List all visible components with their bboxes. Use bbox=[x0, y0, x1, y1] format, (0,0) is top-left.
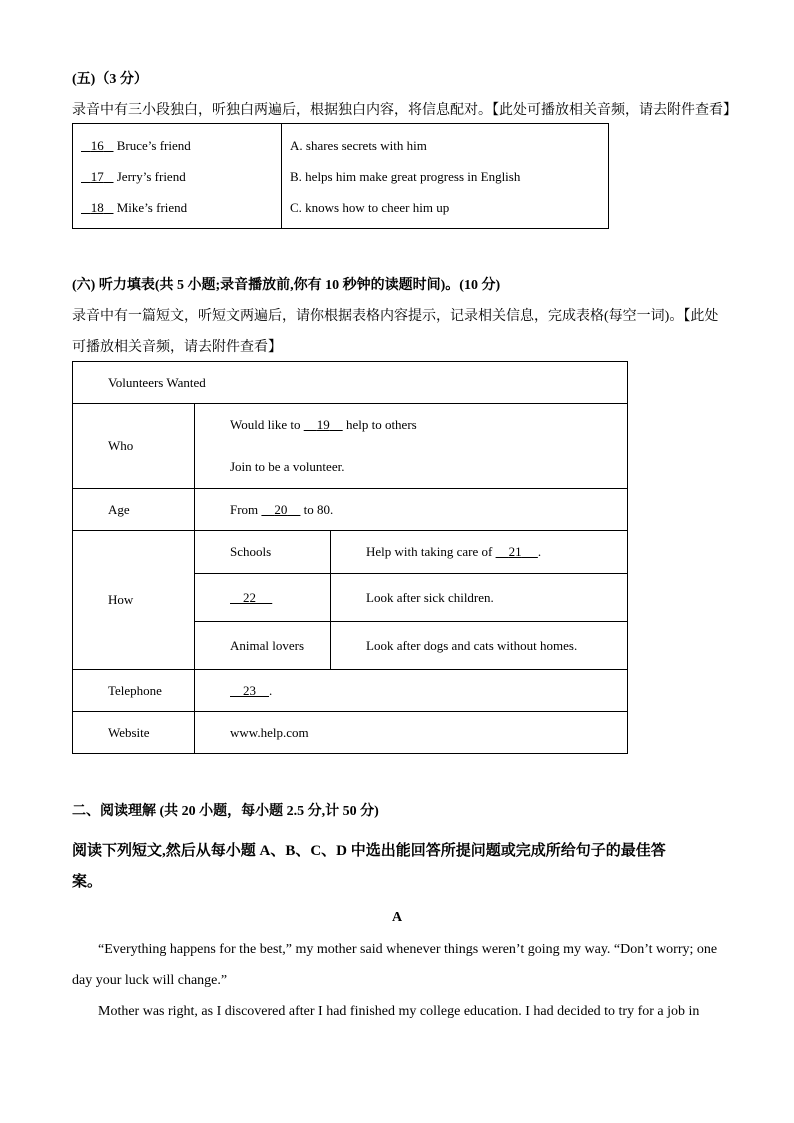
table-header: Volunteers Wanted bbox=[73, 362, 628, 404]
blank-21: 21 bbox=[508, 544, 522, 559]
matching-option: C. knows how to cheer him up bbox=[290, 200, 450, 215]
age-label: Age bbox=[73, 489, 195, 531]
telephone-label: Telephone bbox=[73, 670, 195, 712]
passage-p1-line1: “Everything happens for the best,” my mother said whenever things weren’t going my way. “Don’t worry; one bbox=[98, 942, 718, 957]
passage-p2-line1: Mother was right, as I discovered after I had finished my college education. I had decided to try for a job in bbox=[98, 1004, 700, 1019]
age-cell bbox=[195, 489, 628, 531]
section6-instruction-line1: 录音中有一篇短文，听短文两遍后，请你根据表格内容提示，记录相关信息，完成表格(每空一词)。【此处 bbox=[72, 309, 719, 324]
who-label: Who bbox=[73, 404, 195, 489]
passage-p1-line2: day your luck will change.” bbox=[72, 973, 228, 988]
matching-right-column bbox=[282, 124, 609, 229]
matching-item-label: Bruce’s friend bbox=[116, 138, 191, 153]
passage-label: A bbox=[391, 910, 403, 925]
how-label: How bbox=[73, 531, 195, 670]
section6-title: (六) 听力填表(共 5 小题;录音播放前,你有 10 秒钟的读题时间)。(10 分) bbox=[72, 278, 501, 293]
blank-20: 20 bbox=[274, 501, 288, 517]
how-schools-desc bbox=[331, 531, 628, 574]
how-schools-pre: Help with taking care of bbox=[366, 544, 493, 559]
blank-16: 16 bbox=[90, 138, 104, 153]
who-post: help to others bbox=[345, 417, 417, 432]
blank-23: 23 bbox=[243, 682, 256, 698]
how-blank-22-cell bbox=[195, 574, 331, 622]
section5-instruction: 录音中有三小段独白，听独白两遍后，根据独白内容，将信息配对。【此处可播放相关音频，请去附件查看】 bbox=[72, 103, 737, 118]
volunteers-table bbox=[72, 361, 628, 754]
age-post: to 80. bbox=[303, 501, 334, 517]
telephone-post: . bbox=[269, 682, 273, 698]
blank-17: 17 bbox=[90, 169, 104, 184]
matching-option: B. helps him make great progress in English bbox=[290, 169, 521, 184]
part2-instruction-line1: 阅读下列短文,然后从每小题 A、B、C、D 中选出能回答所提问题或完成所给句子的最佳答 bbox=[72, 843, 666, 859]
matching-item bbox=[73, 192, 281, 223]
how-sick-children: Look after sick children. bbox=[331, 574, 628, 622]
matching-item bbox=[73, 161, 281, 192]
age-pre: From bbox=[230, 501, 259, 517]
matching-left-column bbox=[73, 124, 282, 229]
part2-title: 二、阅读理解 (共 20 小题，每小题 2.5 分,计 50 分) bbox=[72, 804, 379, 819]
section5-title: (五)（3 分） bbox=[72, 72, 148, 87]
website-value: www.help.com bbox=[195, 712, 628, 754]
blank-22: 22 bbox=[243, 589, 256, 605]
website-label: Website bbox=[73, 712, 195, 754]
how-schools-post: . bbox=[537, 544, 542, 559]
how-animal-desc: Look after dogs and cats without homes. bbox=[331, 622, 628, 670]
blank-19: 19 bbox=[316, 417, 330, 432]
matching-item-label: Mike’s friend bbox=[116, 200, 188, 215]
matching-item-label: Jerry’s friend bbox=[116, 169, 186, 184]
part2-instruction-line2: 案。 bbox=[72, 874, 103, 890]
matching-option: A. shares secrets with him bbox=[290, 138, 427, 153]
how-animal-lovers: Animal lovers bbox=[195, 622, 331, 670]
section6-instruction-line2: 可播放相关音频，请去附件查看】 bbox=[72, 340, 282, 355]
matching-item bbox=[73, 130, 281, 161]
blank-18: 18 bbox=[90, 200, 104, 215]
who-cell bbox=[195, 404, 628, 489]
telephone-cell bbox=[195, 670, 628, 712]
who-line2: Join to be a volunteer. bbox=[230, 459, 345, 474]
how-schools: Schools bbox=[195, 531, 331, 574]
who-pre: Would like to bbox=[230, 417, 301, 432]
matching-table bbox=[72, 123, 609, 229]
